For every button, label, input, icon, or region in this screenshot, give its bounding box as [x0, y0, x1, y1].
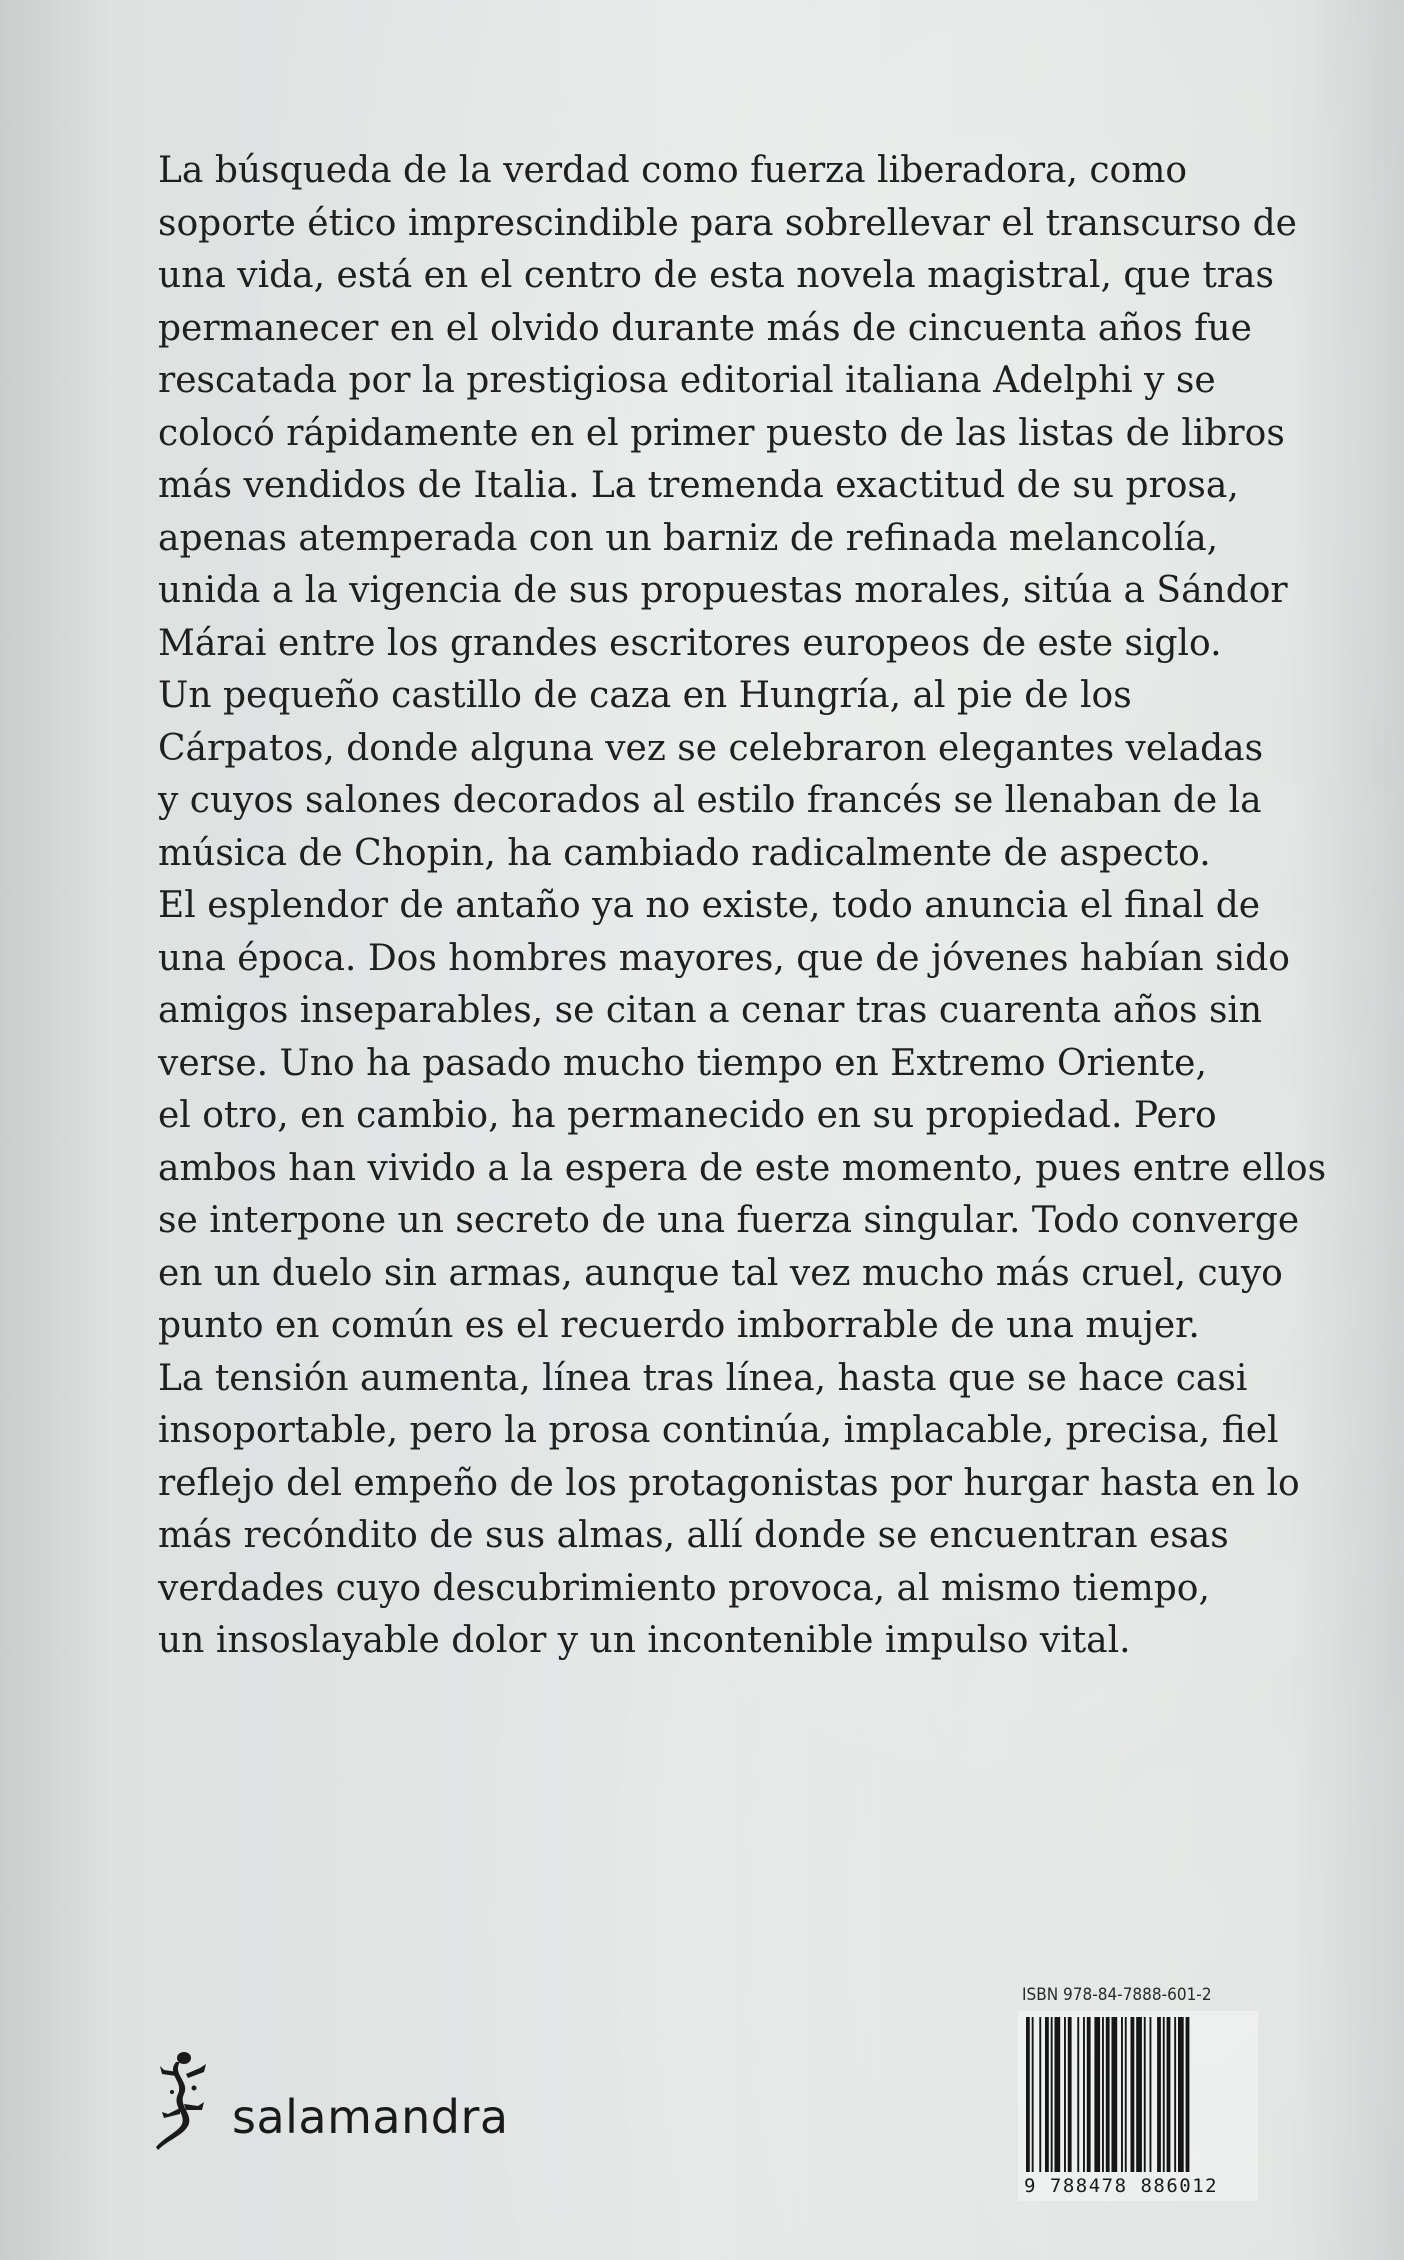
barcode-bar — [1032, 2017, 1034, 2172]
blurb-line: y cuyos salones decorados al estilo francés se llenaban de la — [158, 780, 1262, 821]
blurb-line: una época. Dos hombres mayores, que de jóvenes habían sido — [158, 937, 1290, 979]
barcode-bar — [1102, 2017, 1104, 2172]
blurb-line: La búsqueda de la verdad como fuerza liberadora, como — [158, 150, 1188, 191]
blurb-line: verse. Uno ha pasado mucho tiempo en Extremo Oriente, — [158, 1042, 1207, 1084]
barcode-bar — [1136, 2017, 1142, 2172]
barcode-bar — [1083, 2017, 1085, 2172]
barcode-bar — [1131, 2017, 1135, 2172]
barcode-bar — [1026, 2017, 1030, 2172]
barcode-bar — [1125, 2017, 1127, 2172]
barcode-bar — [1157, 2017, 1161, 2172]
blurb-line: más recóndito de sus almas, allí donde se encuentran esas — [158, 1515, 1229, 1556]
blurb-line: verdades cuyo descubrimiento provoca, al mismo tiempo, — [158, 1567, 1210, 1609]
publisher-logo — [150, 2048, 520, 2158]
blurb-line: rescatada por la prestigiosa editorial italiana Adelphi y se — [158, 360, 1216, 401]
barcode-bar — [1039, 2017, 1041, 2172]
blurb-line: en un duelo sin armas, aunque tal vez mucho más cruel, cuyo — [158, 1252, 1283, 1294]
blurb-line: se interpone un secreto de una fuerza singular. Todo converge — [158, 1200, 1300, 1241]
barcode-bar — [1077, 2017, 1079, 2172]
blurb-line: un insoslayable dolor y un incontenible impulso vital. — [158, 1620, 1131, 1661]
blurb-line: música de Chopin, ha cambiado radicalmente de aspecto. — [158, 832, 1211, 874]
barcode-bar — [1144, 2017, 1146, 2172]
blurb-text — [158, 145, 1327, 1668]
barcode-bar — [1186, 2017, 1190, 2172]
blurb-line: unida a la vigencia de sus propuestas morales, sitúa a Sándor — [158, 570, 1288, 611]
barcode-digits: 9 788478 886012 — [1024, 2175, 1219, 2197]
barcode-bar — [1087, 2017, 1091, 2172]
barcode-bar — [1045, 2017, 1049, 2172]
blurb-line: punto en común es el recuerdo imborrable de una mujer. — [158, 1305, 1200, 1346]
salamander-icon — [150, 2048, 230, 2158]
barcode-bar — [1051, 2017, 1053, 2172]
barcode-bars — [1024, 2017, 1250, 2172]
blurb-line: La tensión aumenta, línea tras línea, hasta que se hace casi — [158, 1357, 1248, 1399]
blurb-line: insoportable, pero la prosa continúa, implacable, precisa, fiel — [158, 1410, 1279, 1451]
barcode-bar — [1068, 2017, 1072, 2172]
blurb-line: Un pequeño castillo de caza en Hungría, al pie de los — [158, 675, 1132, 716]
blurb-line: Cárpatos, donde alguna vez se celebraron elegantes veladas — [158, 727, 1264, 769]
barcode-bar — [1112, 2017, 1118, 2172]
barcode-bar — [1121, 2017, 1123, 2172]
blurb-line: ambos han vivido a la espera de este momento, pues entre ellos — [158, 1147, 1327, 1189]
isbn-label: ISBN 978-84-7888-601-2 — [1022, 1985, 1212, 2005]
blurb-line: apenas atemperada con un barniz de refinada melancolía, — [158, 517, 1219, 559]
barcode-bar — [1094, 2017, 1100, 2172]
isbn-barcode — [1018, 1985, 1258, 2205]
barcode-bar — [1064, 2017, 1066, 2172]
blurb-line: permanecer en el olvido durante más de cincuenta años fue — [158, 307, 1252, 349]
blurb-line: colocó rápidamente en el primer puesto de las listas de libros — [158, 412, 1285, 454]
blurb-line: amigos inseparables, se citan a cenar tras cuarenta años sin — [158, 990, 1263, 1031]
blurb-line: soporte ético imprescindible para sobrellevar el transcurso de — [158, 202, 1297, 244]
barcode-bar — [1167, 2017, 1171, 2172]
blurb-line: una vida, está en el centro de esta novela magistral, que tras — [158, 255, 1274, 296]
blurb-line: El esplendor de antaño ya no existe, todo anuncia el final de — [158, 885, 1261, 926]
publisher-name: salamandra — [232, 2090, 509, 2144]
blurb-line: más vendidos de Italia. La tremenda exactitud de su prosa, — [158, 465, 1239, 506]
barcode-bar — [1106, 2017, 1110, 2172]
barcode-bar — [1055, 2017, 1061, 2172]
barcode-bar — [1150, 2017, 1152, 2172]
barcode-bar — [1178, 2017, 1184, 2172]
blurb-line: Márai entre los grandes escritores europeos de este siglo. — [158, 622, 1222, 664]
blurb-line: reflejo del empeño de los protagonistas por hurgar hasta en lo — [158, 1462, 1300, 1504]
blurb-line: el otro, en cambio, ha permanecido en su propiedad. Pero — [158, 1095, 1217, 1136]
barcode-bar — [1163, 2017, 1165, 2172]
barcode-bar — [1174, 2017, 1176, 2172]
